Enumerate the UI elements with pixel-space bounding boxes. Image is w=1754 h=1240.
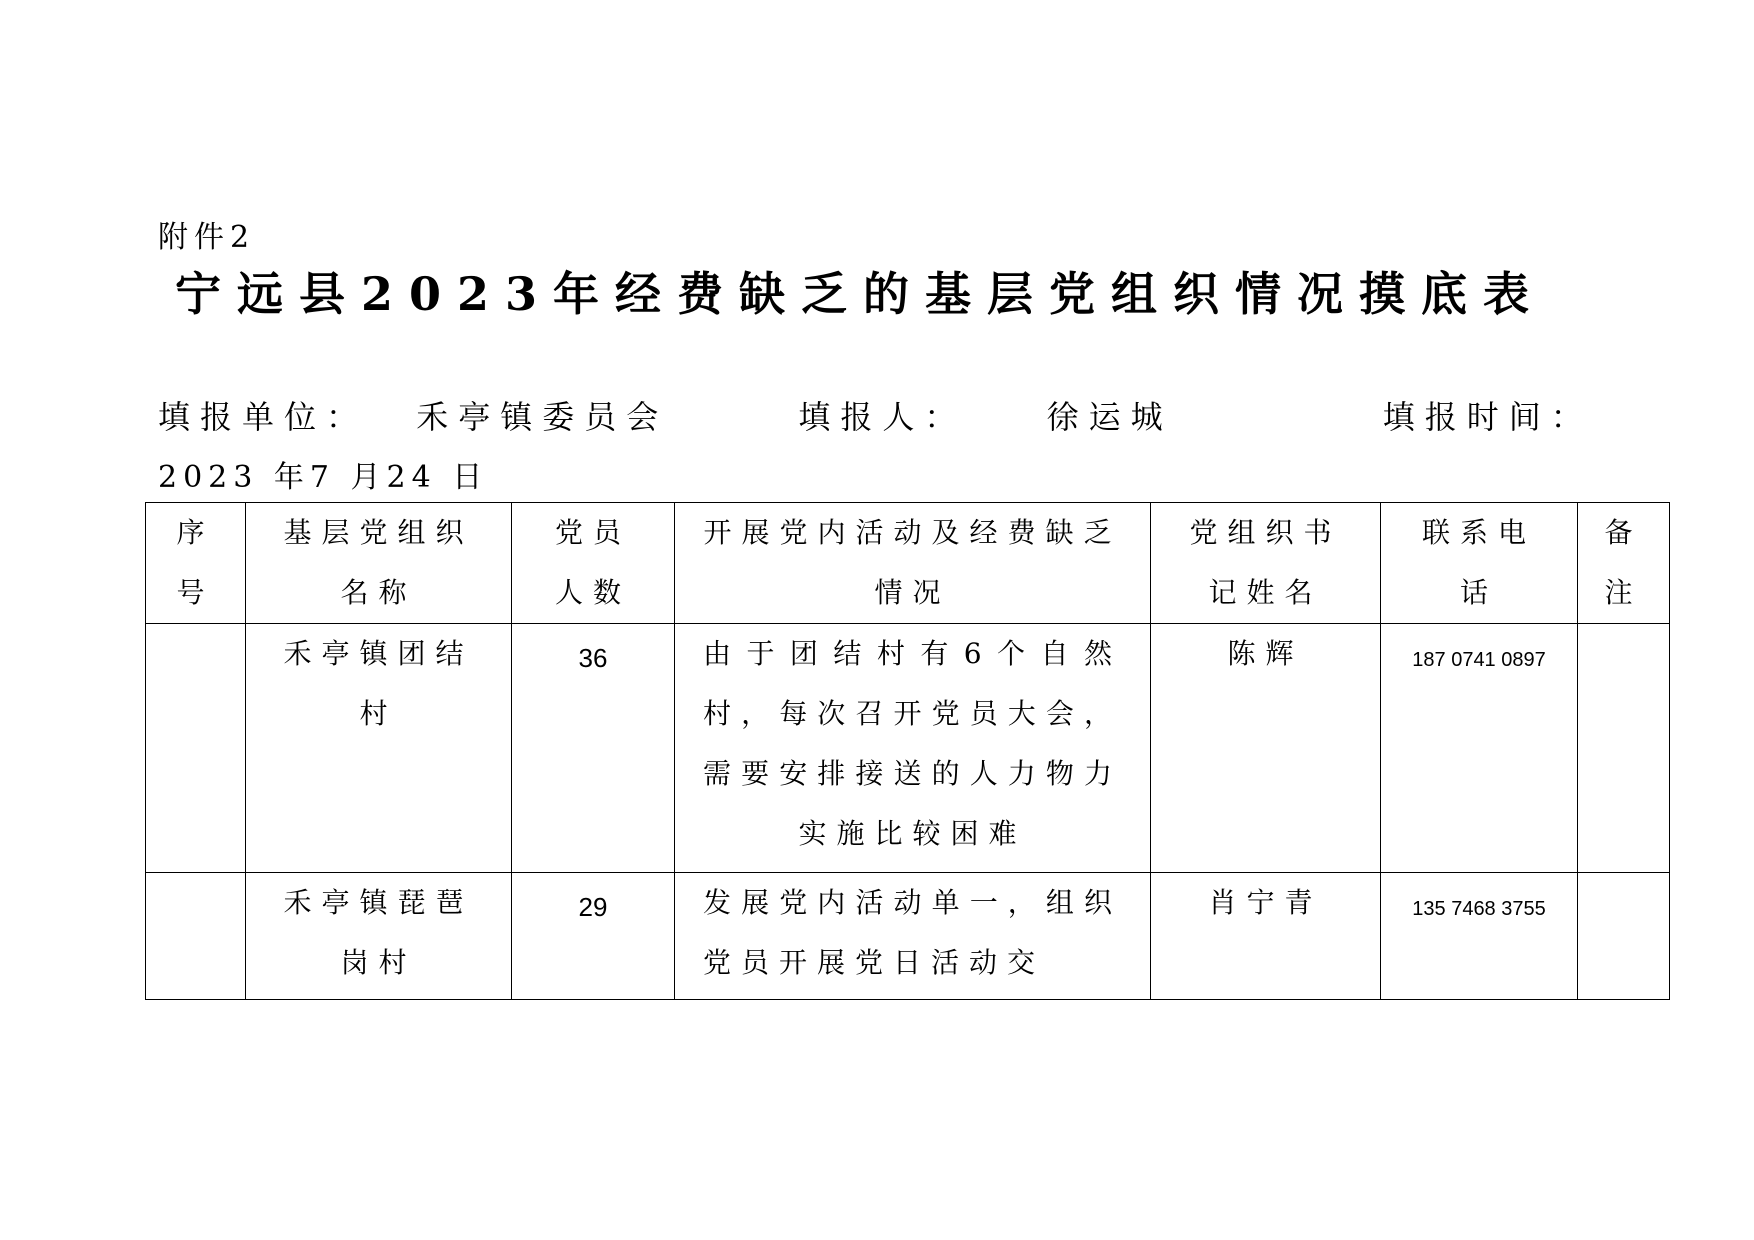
cell-index: [146, 873, 246, 1000]
table-row: [146, 624, 1670, 873]
reporter-value: 徐运城: [1046, 398, 1173, 436]
cell-situation: 发展党内活动单一，组织党员开展党日活动交: [675, 873, 1151, 1000]
header-org-name: 基层党组织名称: [246, 503, 512, 624]
cell-org-name: 禾亭镇琵琶岗村: [246, 873, 512, 1000]
header-member-count: 党员人数: [512, 503, 675, 624]
cell-member-count: 36: [512, 624, 675, 873]
cell-note: [1578, 624, 1670, 873]
cell-situation: 由于团结村有6个自然村，每次召开党员大会，需要安排接送的人力物力实施比较困难: [675, 624, 1151, 873]
unit-value: 禾亭镇委员会: [416, 398, 669, 436]
cell-index: [146, 624, 246, 873]
cell-phone: 135 7468 3755: [1381, 873, 1578, 1000]
header-index: 序号: [146, 503, 246, 624]
cell-secretary: 陈辉: [1151, 624, 1381, 873]
attachment-label: 附件2: [158, 220, 256, 255]
header-note: 备注: [1578, 503, 1670, 624]
cell-phone: 187 0741 0897: [1381, 624, 1578, 873]
unit-label: 填报单位：: [158, 398, 369, 436]
header-secretary: 党组织书记姓名: [1151, 503, 1381, 624]
table-header-row: [146, 503, 1670, 624]
reporter-label: 填报人：: [798, 398, 967, 436]
page-title: 宁远县2023年经费缺乏的基层党组织情况摸底表: [174, 267, 1546, 321]
header-phone: 联系电话: [1381, 503, 1578, 624]
table-row: [146, 873, 1670, 1000]
header-situation: 开展党内活动及经费缺乏情况: [675, 503, 1151, 624]
cell-secretary: 肖宁青: [1151, 873, 1381, 1000]
cell-member-count: 29: [512, 873, 675, 1000]
survey-table: [145, 502, 1670, 1000]
time-label: 填报时间：: [1382, 398, 1593, 436]
cell-note: [1578, 873, 1670, 1000]
cell-org-name: 禾亭镇团结村: [246, 624, 512, 873]
report-date: 2023 年7 月24 日: [158, 460, 489, 495]
report-meta-line: [158, 392, 1593, 438]
